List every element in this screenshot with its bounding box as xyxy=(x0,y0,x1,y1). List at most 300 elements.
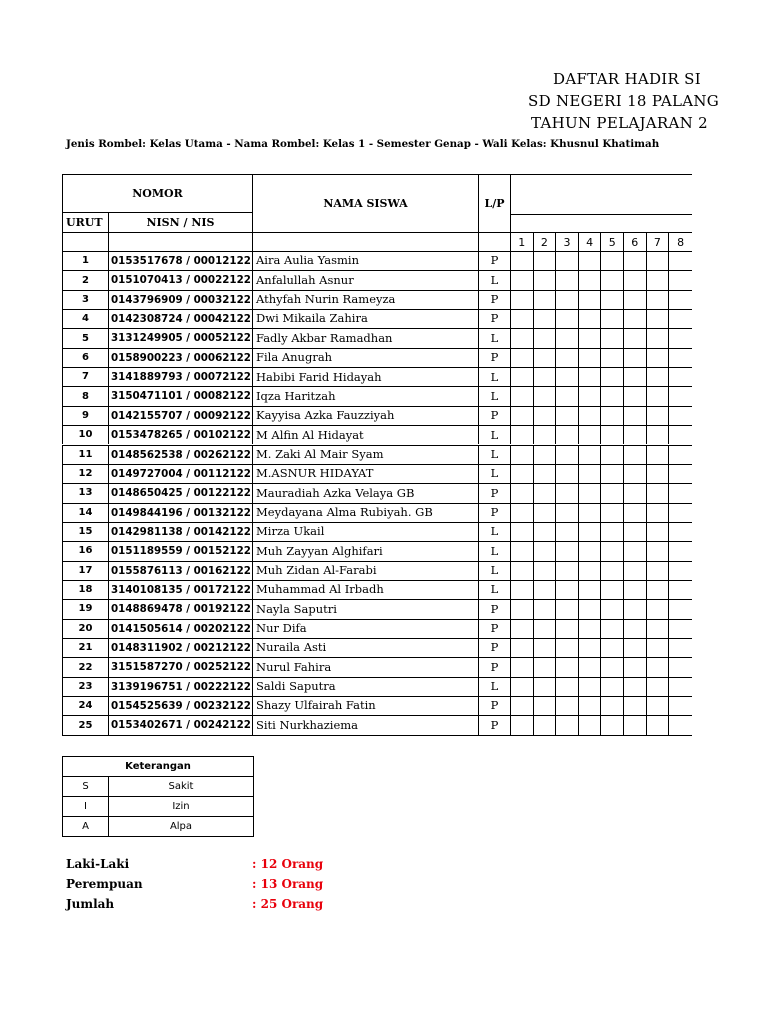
attendance-cell xyxy=(646,599,669,618)
attendance-cell xyxy=(646,619,669,638)
attendance-cell xyxy=(510,503,533,522)
attendance-cell xyxy=(510,677,533,696)
student-nisn: 3140108135 / 00172122 xyxy=(108,580,252,599)
student-nisn: 0149727004 / 00112122 xyxy=(108,464,252,483)
attendance-cell xyxy=(623,541,646,560)
student-urut: 5 xyxy=(62,328,108,347)
attendance-cell xyxy=(646,251,669,270)
attendance-cell xyxy=(646,386,669,405)
attendance-cell xyxy=(533,328,556,347)
attendance-cell xyxy=(533,541,556,560)
attendance-cell xyxy=(510,696,533,715)
student-name: Nayla Saputri xyxy=(252,599,478,618)
attendance-cell xyxy=(578,522,601,541)
attendance-cell xyxy=(555,561,578,580)
attendance-cell xyxy=(623,290,646,309)
header-days-group xyxy=(510,174,692,214)
student-name: Aira Aulia Yasmin xyxy=(252,251,478,270)
attendance-cell xyxy=(600,483,623,502)
attendance-cell xyxy=(578,503,601,522)
student-urut: 17 xyxy=(62,561,108,580)
header-nisn: NISN / NIS xyxy=(108,212,252,232)
attendance-cell xyxy=(646,715,669,734)
student-urut: 4 xyxy=(62,309,108,328)
attendance-cell xyxy=(646,270,669,289)
attendance-cell xyxy=(555,348,578,367)
attendance-cell xyxy=(668,309,692,328)
student-gender: P xyxy=(478,638,510,657)
student-gender: P xyxy=(478,657,510,676)
student-urut: 7 xyxy=(62,367,108,386)
student-gender: P xyxy=(478,483,510,502)
blank-cell xyxy=(252,232,478,251)
student-name: M. Zaki Al Mair Syam xyxy=(252,445,478,464)
attendance-cell xyxy=(555,580,578,599)
attendance-cell xyxy=(533,522,556,541)
student-name: Nuraila Asti xyxy=(252,638,478,657)
student-gender: P xyxy=(478,503,510,522)
attendance-cell xyxy=(555,715,578,734)
student-gender: P xyxy=(478,251,510,270)
attendance-cell xyxy=(668,657,692,676)
student-nisn: 0151189559 / 00152122 xyxy=(108,541,252,560)
attendance-cell xyxy=(555,638,578,657)
student-name: Muhammad Al Irbadh xyxy=(252,580,478,599)
attendance-cell xyxy=(578,406,601,425)
attendance-cell xyxy=(623,270,646,289)
student-gender: P xyxy=(478,309,510,328)
student-urut: 2 xyxy=(62,270,108,289)
attendance-cell xyxy=(510,483,533,502)
student-nisn: 3131249905 / 00052122 xyxy=(108,328,252,347)
attendance-cell xyxy=(668,328,692,347)
student-gender: L xyxy=(478,386,510,405)
student-nisn: 0142308724 / 00042122 xyxy=(108,309,252,328)
attendance-cell xyxy=(600,251,623,270)
legend-label: Izin xyxy=(108,796,253,816)
student-gender: L xyxy=(478,522,510,541)
attendance-cell xyxy=(623,425,646,444)
attendance-cell xyxy=(668,715,692,734)
summary-value-female: : 13 Orang xyxy=(252,877,324,891)
attendance-cell xyxy=(646,425,669,444)
attendance-cell xyxy=(668,348,692,367)
student-name: Nur Difa xyxy=(252,619,478,638)
attendance-cell xyxy=(623,503,646,522)
attendance-cell xyxy=(510,619,533,638)
attendance-cell xyxy=(555,503,578,522)
attendance-cell xyxy=(646,348,669,367)
student-urut: 18 xyxy=(62,580,108,599)
attendance-cell xyxy=(578,599,601,618)
attendance-cell xyxy=(623,677,646,696)
attendance-cell xyxy=(646,561,669,580)
attendance-cell xyxy=(533,483,556,502)
attendance-cell xyxy=(578,251,601,270)
attendance-cell xyxy=(533,503,556,522)
student-nisn: 0143796909 / 00032122 xyxy=(108,290,252,309)
attendance-cell xyxy=(578,715,601,734)
attendance-cell xyxy=(600,290,623,309)
day-header: 6 xyxy=(623,232,646,251)
attendance-cell xyxy=(623,715,646,734)
summary-label-male: Laki-Laki xyxy=(66,857,130,871)
attendance-cell xyxy=(623,406,646,425)
attendance-cell xyxy=(646,367,669,386)
table-bottom-border xyxy=(62,735,692,736)
student-nisn: 0141505614 / 00202122 xyxy=(108,619,252,638)
school-name: SD NEGERI 18 PALANG xyxy=(528,92,720,110)
attendance-cell xyxy=(623,483,646,502)
student-nisn: 0158900223 / 00062122 xyxy=(108,348,252,367)
student-nisn: 0153517678 / 00012122 xyxy=(108,251,252,270)
attendance-cell xyxy=(646,464,669,483)
attendance-cell xyxy=(646,503,669,522)
student-urut: 10 xyxy=(62,425,108,444)
student-urut: 9 xyxy=(62,406,108,425)
summary-value-total: : 25 Orang xyxy=(252,897,324,911)
attendance-cell xyxy=(555,309,578,328)
student-name: Fadly Akbar Ramadhan xyxy=(252,328,478,347)
attendance-cell xyxy=(646,309,669,328)
attendance-cell xyxy=(533,367,556,386)
attendance-cell xyxy=(668,445,692,464)
attendance-cell xyxy=(533,677,556,696)
attendance-cell xyxy=(533,251,556,270)
attendance-cell xyxy=(578,290,601,309)
attendance-cell xyxy=(623,580,646,599)
student-nisn: 0153402671 / 00242122 xyxy=(108,715,252,734)
attendance-cell xyxy=(600,599,623,618)
attendance-cell xyxy=(646,522,669,541)
student-gender: P xyxy=(478,619,510,638)
student-gender: L xyxy=(478,425,510,444)
attendance-cell xyxy=(668,522,692,541)
attendance-cell xyxy=(668,619,692,638)
student-name: Anfalullah Asnur xyxy=(252,270,478,289)
attendance-cell xyxy=(600,696,623,715)
attendance-cell xyxy=(555,599,578,618)
attendance-cell xyxy=(600,657,623,676)
attendance-cell xyxy=(600,464,623,483)
attendance-cell xyxy=(578,696,601,715)
attendance-cell xyxy=(510,270,533,289)
student-gender: P xyxy=(478,406,510,425)
day-header: 3 xyxy=(555,232,578,251)
student-gender: L xyxy=(478,464,510,483)
attendance-cell xyxy=(646,580,669,599)
attendance-cell xyxy=(533,464,556,483)
header-nama: NAMA SISWA xyxy=(252,174,478,232)
student-name: M Alfin Al Hidayat xyxy=(252,425,478,444)
attendance-cell xyxy=(668,599,692,618)
attendance-cell xyxy=(623,561,646,580)
student-name: Nurul Fahira xyxy=(252,657,478,676)
attendance-cell xyxy=(600,561,623,580)
attendance-cell xyxy=(623,522,646,541)
attendance-cell xyxy=(555,541,578,560)
student-urut: 24 xyxy=(62,696,108,715)
student-gender: L xyxy=(478,328,510,347)
attendance-cell xyxy=(623,251,646,270)
attendance-cell xyxy=(578,328,601,347)
attendance-cell xyxy=(555,251,578,270)
attendance-cell xyxy=(533,406,556,425)
student-nisn: 0151070413 / 00022122 xyxy=(108,270,252,289)
attendance-cell xyxy=(600,406,623,425)
student-nisn: 0153478265 / 00102122 xyxy=(108,425,252,444)
attendance-cell xyxy=(510,715,533,734)
student-urut: 23 xyxy=(62,677,108,696)
student-nisn: 0148869478 / 00192122 xyxy=(108,599,252,618)
attendance-cell xyxy=(623,464,646,483)
attendance-cell xyxy=(510,406,533,425)
attendance-cell xyxy=(510,328,533,347)
attendance-cell xyxy=(623,445,646,464)
student-name: Saldi Saputra xyxy=(252,677,478,696)
student-gender: L xyxy=(478,541,510,560)
attendance-cell xyxy=(600,328,623,347)
attendance-cell xyxy=(533,445,556,464)
student-name: Muh Zidan Al-Farabi xyxy=(252,561,478,580)
legend-right-border xyxy=(253,756,254,836)
attendance-cell xyxy=(578,638,601,657)
student-gender: P xyxy=(478,696,510,715)
attendance-cell xyxy=(623,619,646,638)
attendance-cell xyxy=(555,425,578,444)
student-nisn: 0148562538 / 00262122 xyxy=(108,445,252,464)
day-header: 4 xyxy=(578,232,601,251)
attendance-cell xyxy=(646,290,669,309)
attendance-cell xyxy=(533,599,556,618)
student-name: Meydayana Alma Rubiyah. GB xyxy=(252,503,478,522)
attendance-cell xyxy=(578,657,601,676)
student-gender: L xyxy=(478,270,510,289)
summary-label-total: Jumlah xyxy=(66,897,115,911)
attendance-cell xyxy=(578,619,601,638)
attendance-cell xyxy=(668,561,692,580)
student-urut: 25 xyxy=(62,715,108,734)
attendance-cell xyxy=(600,580,623,599)
attendance-cell xyxy=(578,386,601,405)
attendance-cell xyxy=(555,483,578,502)
attendance-cell xyxy=(555,522,578,541)
student-name: Kayyisa Azka Fauzziyah xyxy=(252,406,478,425)
attendance-cell xyxy=(533,386,556,405)
attendance-cell xyxy=(668,270,692,289)
attendance-cell xyxy=(600,348,623,367)
attendance-cell xyxy=(600,425,623,444)
attendance-cell xyxy=(668,483,692,502)
attendance-cell xyxy=(668,290,692,309)
student-gender: L xyxy=(478,367,510,386)
attendance-cell xyxy=(533,348,556,367)
attendance-cell xyxy=(533,696,556,715)
academic-year: TAHUN PELAJARAN 2 xyxy=(531,114,708,132)
student-nisn: 3141889793 / 00072122 xyxy=(108,367,252,386)
student-name: Habibi Farid Hidayah xyxy=(252,367,478,386)
attendance-cell xyxy=(623,386,646,405)
attendance-cell xyxy=(533,580,556,599)
attendance-cell xyxy=(646,657,669,676)
legend-code: A xyxy=(62,816,108,836)
attendance-cell xyxy=(510,561,533,580)
legend-label: Sakit xyxy=(108,776,253,796)
student-urut: 3 xyxy=(62,290,108,309)
student-name: Athyfah Nurin Rameyza xyxy=(252,290,478,309)
student-urut: 13 xyxy=(62,483,108,502)
attendance-cell xyxy=(600,270,623,289)
student-gender: L xyxy=(478,445,510,464)
attendance-cell xyxy=(533,619,556,638)
attendance-cell xyxy=(555,696,578,715)
day-header: 1 xyxy=(510,232,533,251)
attendance-cell xyxy=(623,328,646,347)
attendance-cell xyxy=(578,541,601,560)
attendance-cell xyxy=(510,386,533,405)
attendance-cell xyxy=(578,270,601,289)
summary-value-male: : 12 Orang xyxy=(252,857,324,871)
attendance-cell xyxy=(600,638,623,657)
legend-title: Keterangan xyxy=(62,756,253,776)
attendance-cell xyxy=(510,657,533,676)
student-nisn: 0148311902 / 00212122 xyxy=(108,638,252,657)
header-lp: L/P xyxy=(478,174,510,232)
attendance-cell xyxy=(510,425,533,444)
attendance-cell xyxy=(510,522,533,541)
student-urut: 6 xyxy=(62,348,108,367)
student-nisn: 3139196751 / 00222122 xyxy=(108,677,252,696)
student-name: Mirza Ukail xyxy=(252,522,478,541)
attendance-cell xyxy=(668,541,692,560)
legend-bottom-border xyxy=(62,836,254,837)
blank-cell xyxy=(478,232,510,251)
attendance-cell xyxy=(578,580,601,599)
attendance-cell xyxy=(600,715,623,734)
student-nisn: 3151587270 / 00252122 xyxy=(108,657,252,676)
student-nisn: 0155876113 / 00162122 xyxy=(108,561,252,580)
student-urut: 19 xyxy=(62,599,108,618)
attendance-cell xyxy=(555,657,578,676)
attendance-cell xyxy=(623,696,646,715)
student-urut: 8 xyxy=(62,386,108,405)
header-days-spacer xyxy=(510,214,692,232)
attendance-cell xyxy=(600,309,623,328)
attendance-cell xyxy=(533,270,556,289)
attendance-cell xyxy=(600,503,623,522)
attendance-cell xyxy=(668,251,692,270)
attendance-cell xyxy=(646,406,669,425)
attendance-cell xyxy=(646,696,669,715)
attendance-cell xyxy=(578,348,601,367)
attendance-cell xyxy=(555,619,578,638)
student-name: Shazy Ulfairah Fatin xyxy=(252,696,478,715)
attendance-cell xyxy=(600,541,623,560)
attendance-cell xyxy=(668,464,692,483)
attendance-cell xyxy=(533,657,556,676)
student-urut: 1 xyxy=(62,251,108,270)
attendance-cell xyxy=(555,367,578,386)
student-gender: P xyxy=(478,715,510,734)
attendance-cell xyxy=(510,464,533,483)
attendance-cell xyxy=(510,638,533,657)
legend-code: S xyxy=(62,776,108,796)
student-name: Dwi Mikaila Zahira xyxy=(252,309,478,328)
student-name: Fila Anugrah xyxy=(252,348,478,367)
student-name: Mauradiah Azka Velaya GB xyxy=(252,483,478,502)
attendance-cell xyxy=(600,677,623,696)
attendance-cell xyxy=(668,638,692,657)
attendance-cell xyxy=(555,290,578,309)
attendance-cell xyxy=(623,657,646,676)
attendance-cell xyxy=(646,328,669,347)
attendance-cell xyxy=(533,561,556,580)
student-urut: 11 xyxy=(62,445,108,464)
attendance-cell xyxy=(510,599,533,618)
attendance-cell xyxy=(533,290,556,309)
student-gender: P xyxy=(478,290,510,309)
attendance-cell xyxy=(600,522,623,541)
attendance-cell xyxy=(646,483,669,502)
attendance-cell xyxy=(510,367,533,386)
attendance-cell xyxy=(600,445,623,464)
header-nomor: NOMOR xyxy=(62,174,252,212)
attendance-cell xyxy=(623,638,646,657)
attendance-cell xyxy=(510,251,533,270)
attendance-cell xyxy=(533,425,556,444)
class-info: Jenis Rombel: Kelas Utama - Nama Rombel: Kelas 1 - Semester Genap - Wali Kelas: Khusnul Khatimah xyxy=(66,138,660,150)
student-gender: P xyxy=(478,348,510,367)
attendance-cell xyxy=(510,541,533,560)
student-nisn: 0154525639 / 00232122 xyxy=(108,696,252,715)
student-gender: L xyxy=(478,580,510,599)
attendance-cell xyxy=(510,348,533,367)
student-urut: 21 xyxy=(62,638,108,657)
blank-cell xyxy=(62,232,108,251)
attendance-cell xyxy=(600,386,623,405)
attendance-cell xyxy=(668,677,692,696)
student-nisn: 0142155707 / 00092122 xyxy=(108,406,252,425)
attendance-cell xyxy=(578,483,601,502)
attendance-cell xyxy=(510,580,533,599)
attendance-cell xyxy=(623,367,646,386)
legend-code: I xyxy=(62,796,108,816)
attendance-cell xyxy=(555,445,578,464)
student-name: Siti Nurkhaziema xyxy=(252,715,478,734)
student-urut: 16 xyxy=(62,541,108,560)
student-nisn: 0149844196 / 00132122 xyxy=(108,503,252,522)
attendance-cell xyxy=(668,367,692,386)
attendance-cell xyxy=(623,599,646,618)
attendance-cell xyxy=(646,638,669,657)
student-nisn: 0148650425 / 00122122 xyxy=(108,483,252,502)
document-title: DAFTAR HADIR SI xyxy=(553,70,701,88)
attendance-cell xyxy=(578,445,601,464)
student-gender: P xyxy=(478,599,510,618)
header-urut: URUT xyxy=(62,212,108,232)
attendance-cell xyxy=(510,309,533,328)
student-urut: 22 xyxy=(62,657,108,676)
day-header: 8 xyxy=(668,232,692,251)
student-name: M.ASNUR HIDAYAT xyxy=(252,464,478,483)
attendance-cell xyxy=(578,309,601,328)
student-name: Iqza Haritzah xyxy=(252,386,478,405)
attendance-cell xyxy=(533,638,556,657)
student-gender: L xyxy=(478,561,510,580)
day-header: 5 xyxy=(600,232,623,251)
attendance-cell xyxy=(668,425,692,444)
attendance-cell xyxy=(555,328,578,347)
